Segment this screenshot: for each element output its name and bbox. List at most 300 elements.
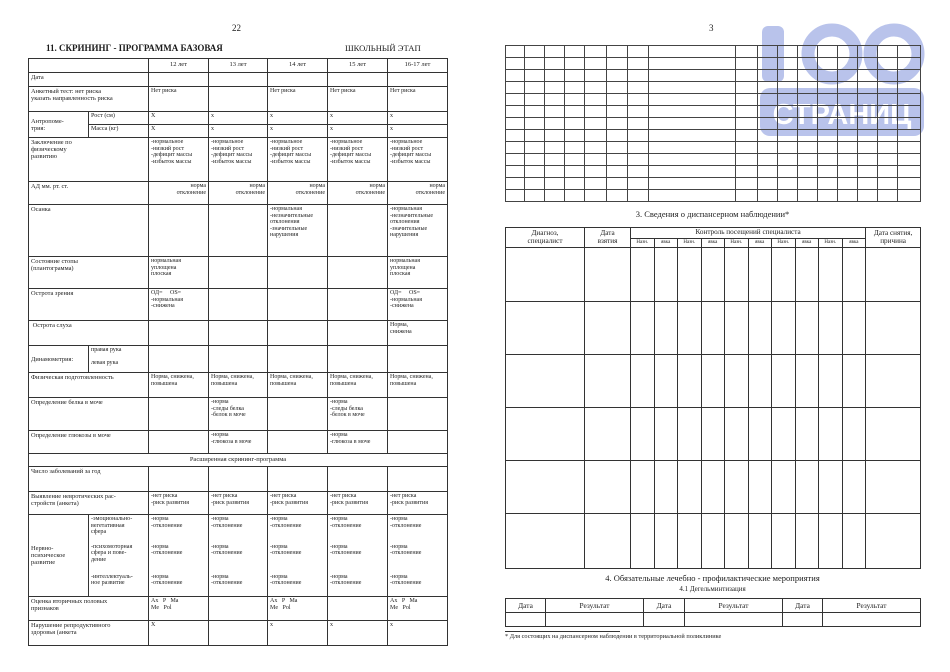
observation-cell — [585, 408, 631, 461]
grid-cell — [818, 142, 838, 154]
grid-row — [506, 142, 921, 154]
grid-cell — [649, 166, 736, 178]
grid-cell — [838, 130, 858, 142]
value-cell: Норма, снижена, повышена — [149, 373, 209, 398]
grid-cell — [525, 166, 545, 178]
value-cell: -нет риска -риск развития — [268, 492, 328, 515]
visit-subheader: Назн. — [678, 239, 702, 248]
removal-header: Дата снятия, причина — [866, 228, 921, 248]
observation-cell — [701, 408, 725, 461]
grid-cell — [565, 130, 585, 142]
grid-cell — [649, 154, 736, 166]
value-cell — [328, 597, 388, 621]
value-cell: -норма -отклонение — [268, 515, 328, 543]
sub-label: Рост (см) — [89, 112, 149, 125]
screening-body — [29, 73, 448, 646]
deworming-cell — [783, 613, 823, 627]
grid-cell — [649, 142, 736, 154]
observation-row — [506, 302, 921, 355]
table-row — [29, 87, 448, 112]
grid-cell — [649, 46, 736, 58]
grid-cell — [565, 178, 585, 190]
grid-cell — [878, 130, 898, 142]
grid-cell — [506, 154, 525, 166]
value-cell: -норма -отклонение — [149, 543, 209, 573]
grid-cell — [778, 82, 798, 94]
value-cell — [209, 597, 268, 621]
observation-cell — [866, 408, 921, 461]
grid-cell — [798, 118, 818, 130]
grid-cell — [649, 58, 736, 70]
value-cell: x — [209, 112, 268, 125]
observation-row — [506, 248, 921, 302]
value-cell: Нет риска — [328, 87, 388, 112]
grid-cell — [607, 70, 628, 82]
observation-cell — [678, 248, 702, 302]
grid-cell — [838, 166, 858, 178]
grid-cell — [818, 82, 838, 94]
value-cell: норма отклонение — [209, 182, 268, 205]
grid-cell — [736, 130, 758, 142]
value-cell — [328, 257, 388, 289]
table-row — [29, 112, 448, 125]
row-label: Острота слуха — [29, 321, 149, 346]
grid-cell — [736, 190, 758, 202]
grid-cell — [898, 130, 921, 142]
observation-row — [506, 408, 921, 461]
observation-cell — [795, 355, 819, 408]
grid-cell — [858, 70, 878, 82]
value-cell: Норма, снижена, повышена — [209, 373, 268, 398]
section-title: 11. СКРИНИНГ - ПРОГРАММА БАЗОВАЯ — [46, 43, 223, 53]
grid-cell — [758, 118, 778, 130]
observation-cell — [631, 248, 655, 302]
observation-cell — [866, 355, 921, 408]
observation-cell — [772, 461, 796, 514]
sub-label: -психомоторная сфера и пове- дение — [89, 543, 149, 573]
grid-cell — [858, 82, 878, 94]
table-row — [29, 205, 448, 257]
grid-cell — [545, 106, 565, 118]
value-cell: X — [149, 125, 209, 138]
observation-cell — [506, 408, 585, 461]
grid-cell — [798, 58, 818, 70]
grid-cell — [818, 94, 838, 106]
observation-cell — [701, 302, 725, 355]
value-cell: -нормальное -низкий рост -дефицит массы -избыток массы — [149, 138, 209, 182]
deworming-table — [505, 598, 921, 627]
observation-cell — [585, 248, 631, 302]
grid-cell — [545, 70, 565, 82]
value-cell: -норма -отклонение — [328, 543, 388, 573]
grid-cell — [506, 178, 525, 190]
table-row — [29, 597, 448, 621]
grid-cell — [778, 166, 798, 178]
value-cell: -нет риска -риск развития — [209, 492, 268, 515]
value-cell — [268, 467, 328, 492]
table-row — [29, 257, 448, 289]
grid-cell — [628, 190, 649, 202]
grid-cell — [525, 178, 545, 190]
value-cell: норма отклонение — [149, 182, 209, 205]
grid-cell — [649, 178, 736, 190]
observation-cell — [748, 355, 772, 408]
value-cell: X — [149, 112, 209, 125]
observation-cell — [631, 355, 655, 408]
deworming-cell — [823, 613, 921, 627]
value-cell — [149, 346, 209, 359]
table-row — [29, 289, 448, 321]
grid-cell — [758, 58, 778, 70]
grid-cell — [838, 58, 858, 70]
grid-row — [506, 190, 921, 202]
section-row — [29, 454, 448, 467]
deworming-header-row — [506, 599, 921, 613]
grid-cell — [818, 106, 838, 118]
table-row — [29, 492, 448, 515]
value-cell: -нормальная -незначительные отклонения -значительные нарушения — [388, 205, 448, 257]
diagnosis-header: Диагноз, специалист — [506, 228, 585, 248]
visit-subheader: явка — [842, 239, 866, 248]
table-row — [29, 515, 448, 543]
observation-cell — [654, 461, 678, 514]
group-label: Антропоме- трия: — [29, 112, 89, 138]
grid-cell — [545, 190, 565, 202]
grid-cell — [565, 166, 585, 178]
grid-row — [506, 178, 921, 190]
grid-cell — [838, 118, 858, 130]
grid-cell — [736, 118, 758, 130]
grid-cell — [778, 154, 798, 166]
value-cell: x — [209, 125, 268, 138]
grid-cell — [878, 190, 898, 202]
blank-grid — [505, 45, 921, 202]
value-cell — [149, 73, 209, 87]
observation-cell — [748, 514, 772, 569]
grid-cell — [649, 106, 736, 118]
grid-cell — [818, 166, 838, 178]
grid-cell — [858, 118, 878, 130]
grid-cell — [838, 154, 858, 166]
row-label: Острота зрения — [29, 289, 149, 321]
value-cell — [149, 467, 209, 492]
observation-cell — [842, 248, 866, 302]
grid-cell — [798, 70, 818, 82]
value-cell: -нормальная -незначительные отклонения -значительные нарушения — [268, 205, 328, 257]
table-row — [29, 321, 448, 346]
value-cell: -норма -отклонение — [209, 573, 268, 597]
row-label: Физическая подготовленность — [29, 373, 149, 398]
observation-cell — [654, 302, 678, 355]
row-label: Заключение по физическому развитию — [29, 138, 149, 182]
grid-cell — [858, 58, 878, 70]
grid-cell — [525, 130, 545, 142]
value-cell: -норма -отклонение — [149, 515, 209, 543]
grid-cell — [758, 70, 778, 82]
value-cell — [388, 359, 448, 373]
grid-cell — [818, 46, 838, 58]
observation-cell — [819, 302, 843, 355]
grid-cell — [798, 178, 818, 190]
observation-cell — [748, 248, 772, 302]
grid-row — [506, 46, 921, 58]
grid-cell — [585, 190, 607, 202]
grid-cell — [525, 190, 545, 202]
observation-cell — [795, 408, 819, 461]
grid-cell — [506, 70, 525, 82]
grid-cell — [736, 154, 758, 166]
value-cell — [149, 205, 209, 257]
grid-row — [506, 70, 921, 82]
grid-cell — [878, 154, 898, 166]
observation-cell — [678, 408, 702, 461]
grid-row — [506, 58, 921, 70]
observation-cell — [725, 302, 749, 355]
value-cell: норма отклонение — [328, 182, 388, 205]
grid-cell — [878, 166, 898, 178]
grid-cell — [898, 178, 921, 190]
grid-cell — [736, 142, 758, 154]
value-cell — [268, 289, 328, 321]
grid-cell — [878, 106, 898, 118]
grid-cell — [758, 142, 778, 154]
row-label: Оценка вторичных половых признаков — [29, 597, 149, 621]
footnote-rule — [505, 631, 620, 632]
value-cell: нормальная уплощена плоская — [388, 257, 448, 289]
grid-cell — [585, 82, 607, 94]
page-number: 3 — [709, 23, 714, 33]
result-header: Результат — [546, 599, 644, 613]
observation-cell — [772, 248, 796, 302]
grid-cell — [525, 46, 545, 58]
value-cell — [328, 467, 388, 492]
visit-subheader: Назн. — [819, 239, 843, 248]
observation-cell — [842, 461, 866, 514]
table-row — [29, 398, 448, 431]
grid-cell — [798, 166, 818, 178]
grid-cell — [585, 118, 607, 130]
age-15-header: 15 лет — [328, 59, 388, 73]
value-cell: x — [388, 125, 448, 138]
grid-cell — [798, 82, 818, 94]
value-cell: -норма -отклонение — [268, 573, 328, 597]
value-cell: x — [388, 621, 448, 646]
table-row — [29, 621, 448, 646]
sub-label: Масса (кг) — [89, 125, 149, 138]
grid-cell — [565, 70, 585, 82]
value-cell: -норма -отклонение — [388, 515, 448, 543]
observation-cell — [678, 302, 702, 355]
observation-row — [506, 514, 921, 569]
grid-cell — [878, 58, 898, 70]
grid-cell — [565, 58, 585, 70]
observation-cell — [506, 248, 585, 302]
grid-cell — [878, 46, 898, 58]
row-label: Анкетный тест: нет риска указать направленность риска — [29, 87, 149, 112]
grid-cell — [878, 94, 898, 106]
grid-cell — [898, 82, 921, 94]
observation-cell — [585, 355, 631, 408]
table-row — [29, 573, 448, 597]
grid-cell — [898, 106, 921, 118]
observation-cell — [866, 514, 921, 569]
grid-cell — [525, 106, 545, 118]
grid-cell — [838, 190, 858, 202]
grid-cell — [585, 154, 607, 166]
dispensary-table — [505, 227, 921, 569]
grid-cell — [898, 70, 921, 82]
logo-word: СТРАНИЦ — [772, 99, 912, 131]
deworming-cell — [546, 613, 644, 627]
grid-cell — [898, 154, 921, 166]
value-cell: -нет риска -риск развития — [388, 492, 448, 515]
observation-cell — [819, 248, 843, 302]
value-cell: -норма -отклонение — [328, 515, 388, 543]
grid-cell — [585, 106, 607, 118]
grid-cell — [798, 154, 818, 166]
observation-cell — [795, 302, 819, 355]
observation-cell — [748, 461, 772, 514]
value-cell: -нормальное -низкий рост -дефицит массы -избыток массы — [209, 138, 268, 182]
grid-cell — [858, 166, 878, 178]
grid-cell — [565, 94, 585, 106]
observation-cell — [678, 514, 702, 569]
grid-cell — [778, 106, 798, 118]
deworming-cell — [506, 613, 546, 627]
grid-cell — [878, 142, 898, 154]
grid-cell — [898, 166, 921, 178]
value-cell: -нормальное -низкий рост -дефицит массы -избыток массы — [268, 138, 328, 182]
grid-cell — [607, 94, 628, 106]
grid-cell — [878, 70, 898, 82]
age-12-header: 12 лет — [149, 59, 209, 73]
grid-cell — [565, 106, 585, 118]
observation-cell — [772, 408, 796, 461]
observation-cell — [725, 355, 749, 408]
value-cell: -норма -глюкоза в моче — [209, 431, 268, 454]
grid-cell — [858, 154, 878, 166]
grid-cell — [545, 46, 565, 58]
grid-cell — [525, 58, 545, 70]
grid-cell — [585, 130, 607, 142]
grid-row — [506, 106, 921, 118]
grid-cell — [858, 190, 878, 202]
observation-cell — [819, 514, 843, 569]
sub-label: правая рука — [89, 346, 149, 359]
age-14-header: 14 лет — [268, 59, 328, 73]
grid-cell — [838, 142, 858, 154]
grid-cell — [758, 82, 778, 94]
grid-cell — [778, 178, 798, 190]
deworming-cell — [685, 613, 783, 627]
grid-cell — [525, 142, 545, 154]
grid-cell — [736, 106, 758, 118]
grid-cell — [798, 190, 818, 202]
row-label: Дата — [29, 73, 149, 87]
grid-cell — [628, 142, 649, 154]
grid-cell — [565, 82, 585, 94]
table-row — [29, 467, 448, 492]
dispensary-header — [506, 228, 921, 248]
observation-cell — [795, 248, 819, 302]
grid-cell — [506, 82, 525, 94]
value-cell — [209, 321, 268, 346]
grid-cell — [628, 130, 649, 142]
observation-cell — [506, 514, 585, 569]
value-cell: -нет риска -риск развития — [328, 492, 388, 515]
screening-table — [28, 58, 448, 646]
table-row — [29, 543, 448, 573]
value-cell: X — [149, 621, 209, 646]
observation-cell — [795, 514, 819, 569]
grid-cell — [778, 70, 798, 82]
grid-row — [506, 118, 921, 130]
dispensary-body — [506, 248, 921, 569]
observation-cell — [842, 514, 866, 569]
observation-cell — [842, 408, 866, 461]
grid-cell — [506, 130, 525, 142]
value-cell — [388, 467, 448, 492]
grid-cell — [607, 106, 628, 118]
grid-row — [506, 82, 921, 94]
grid-cell — [649, 82, 736, 94]
grid-cell — [525, 70, 545, 82]
visit-subheader: явка — [654, 239, 678, 248]
observation-cell — [654, 355, 678, 408]
grid-cell — [736, 70, 758, 82]
value-cell: -норма -следы белка -белок в моче — [328, 398, 388, 431]
grid-cell — [545, 118, 565, 130]
grid-cell — [506, 166, 525, 178]
grid-cell — [758, 94, 778, 106]
value-cell: норма отклонение — [388, 182, 448, 205]
grid-cell — [545, 166, 565, 178]
row-label: Нарушение репродуктивного здоровья (анкета — [29, 621, 149, 646]
grid-cell — [736, 82, 758, 94]
value-cell — [268, 257, 328, 289]
grid-cell — [878, 118, 898, 130]
grid-cell — [506, 46, 525, 58]
value-cell — [149, 431, 209, 454]
measures-subtitle: 4.1 Дегельминтизация — [679, 585, 746, 593]
value-cell: Ax P Ma Me Pol — [149, 597, 209, 621]
grid-cell — [649, 70, 736, 82]
sub-label: -эмоционально- вегетативная сфера — [89, 515, 149, 543]
grid-cell — [506, 118, 525, 130]
value-cell: -норма -отклонение — [268, 543, 328, 573]
date-header: Дата — [644, 599, 685, 613]
table-row — [29, 373, 448, 398]
value-cell: -норма -отклонение — [209, 543, 268, 573]
value-cell: -норма -следы белка -белок в моче — [209, 398, 268, 431]
value-cell: -норма -отклонение — [149, 573, 209, 597]
table-row — [29, 138, 448, 182]
observation-cell — [819, 408, 843, 461]
value-cell — [268, 359, 328, 373]
value-cell: норма отклонение — [268, 182, 328, 205]
value-cell — [328, 346, 388, 359]
value-cell: -нормальное -низкий рост -дефицит массы -избыток массы — [388, 138, 448, 182]
grid-cell — [545, 178, 565, 190]
grid-cell — [798, 94, 818, 106]
visit-subheader: явка — [701, 239, 725, 248]
value-cell — [268, 431, 328, 454]
observation-cell — [772, 355, 796, 408]
observation-cell — [506, 461, 585, 514]
grid-cell — [858, 142, 878, 154]
observation-cell — [819, 461, 843, 514]
age-16-17-header: 16-17 лет — [388, 59, 448, 73]
